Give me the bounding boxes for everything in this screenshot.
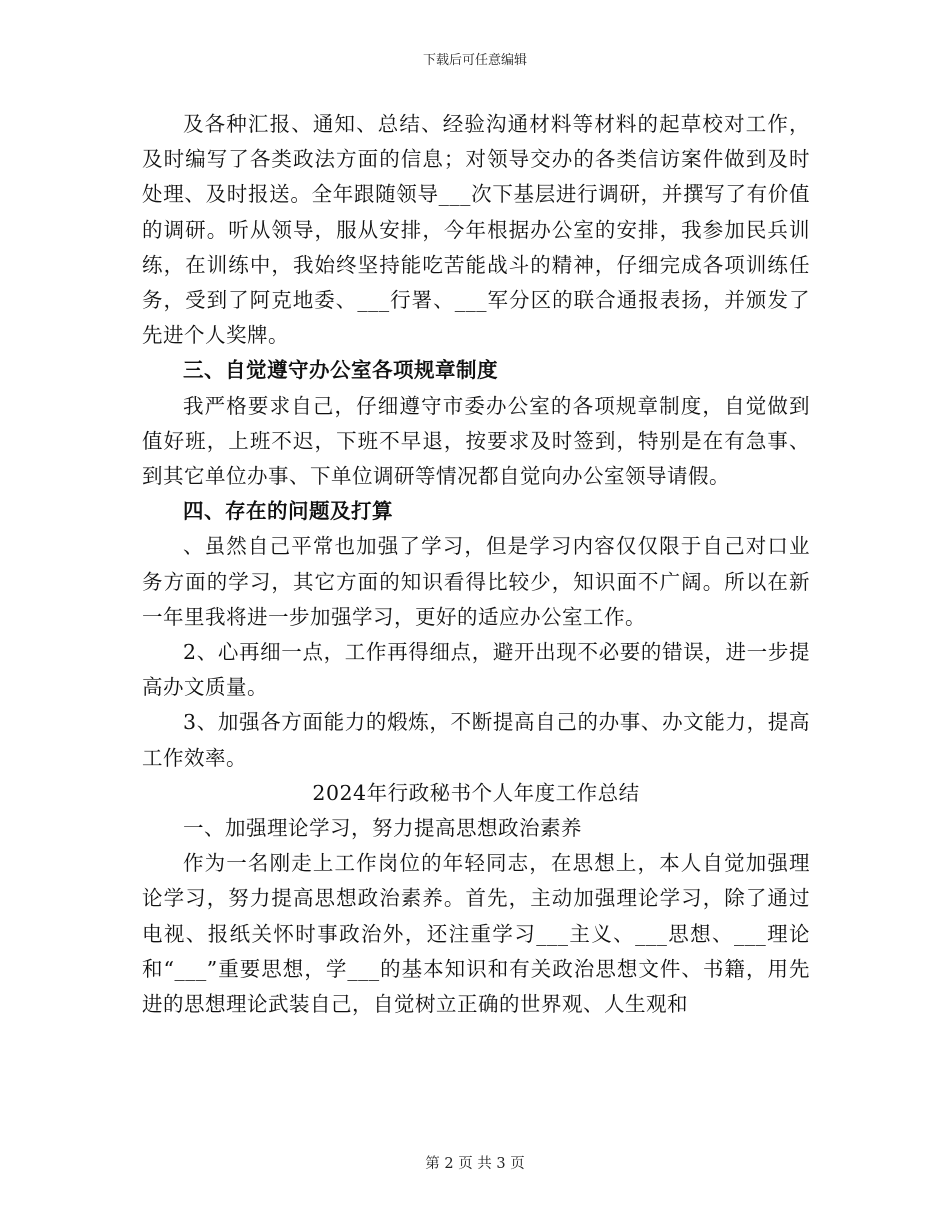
paragraph-work-duties: 及各种汇报、通知、总结、经验沟通材料等材料的起草校对工作，及时编写了各类政法方面的信息；对领导交办的各类信访案件做到及时处理、及时报送。全年跟随领导___次下基层进行调研，并撰写了有价值的调研。听从领导，服从安排，今年根据办公室的安排，我参加民兵训练，在训练中，我始终坚持能吃苦能战斗的精神，仔细完成各项训练任务，受到了阿克地委、___行署、___军分区的联合通报表扬，并颁发了先进个人奖牌。 bbox=[142, 112, 810, 348]
paragraph-problem-2: 2、心再细一点，工作再得细点，避开出现不必要的错误，进一步提高办文质量。 bbox=[142, 640, 810, 700]
document-body bbox=[142, 107, 810, 1022]
paragraph-theory: 作为一名刚走上工作岗位的年轻同志，在思想上，本人自觉加强理论学习，努力提高思想政治素养。首先，主动加强理论学习，除了通过电视、报纸关怀时事政治外，还注重学习___主义、___思想、___理论和“___”重要思想，学___的基本知识和有关政治思想文件、书籍，用先进的思想理论武装自己，自觉树立正确的世界观、人生观和 bbox=[142, 851, 810, 1017]
paragraph-rules: 我严格要求自己，仔细遵守市委办公室的各项规章制度，自觉做到值好班，上班不迟，下班不早退，按要求及时签到，特别是在有急事、到其它单位办事、下单位调研等情况都自觉向办公室领导请假。 bbox=[142, 393, 810, 489]
section-heading-rules: 三、自觉遵守办公室各项规章制度 bbox=[183, 358, 498, 383]
section-heading-theory: 一、加强理论学习，努力提高思想政治素养 bbox=[183, 816, 582, 841]
section-heading-problems: 四、存在的问题及打算 bbox=[183, 499, 393, 524]
paragraph-problem-1: 、虽然自己平常也加强了学习，但是学习内容仅仅限于自己对口业务方面的学习，其它方面的知识看得比较少，知识面不广阔。所以在新一年里我将进一步加强学习，更好的适应办公室工作。 bbox=[142, 534, 810, 629]
page-header: 下载后可任意编辑 bbox=[422, 53, 527, 68]
page-footer: 第 2 页 共 3 页 bbox=[425, 1156, 525, 1172]
paragraph-problem-3: 3、加强各方面能力的煅炼，不断提高自己的办事、办文能力，提高工作效率。 bbox=[142, 710, 810, 770]
document-title: 2024年行政秘书个人年度工作总结 bbox=[312, 780, 640, 805]
